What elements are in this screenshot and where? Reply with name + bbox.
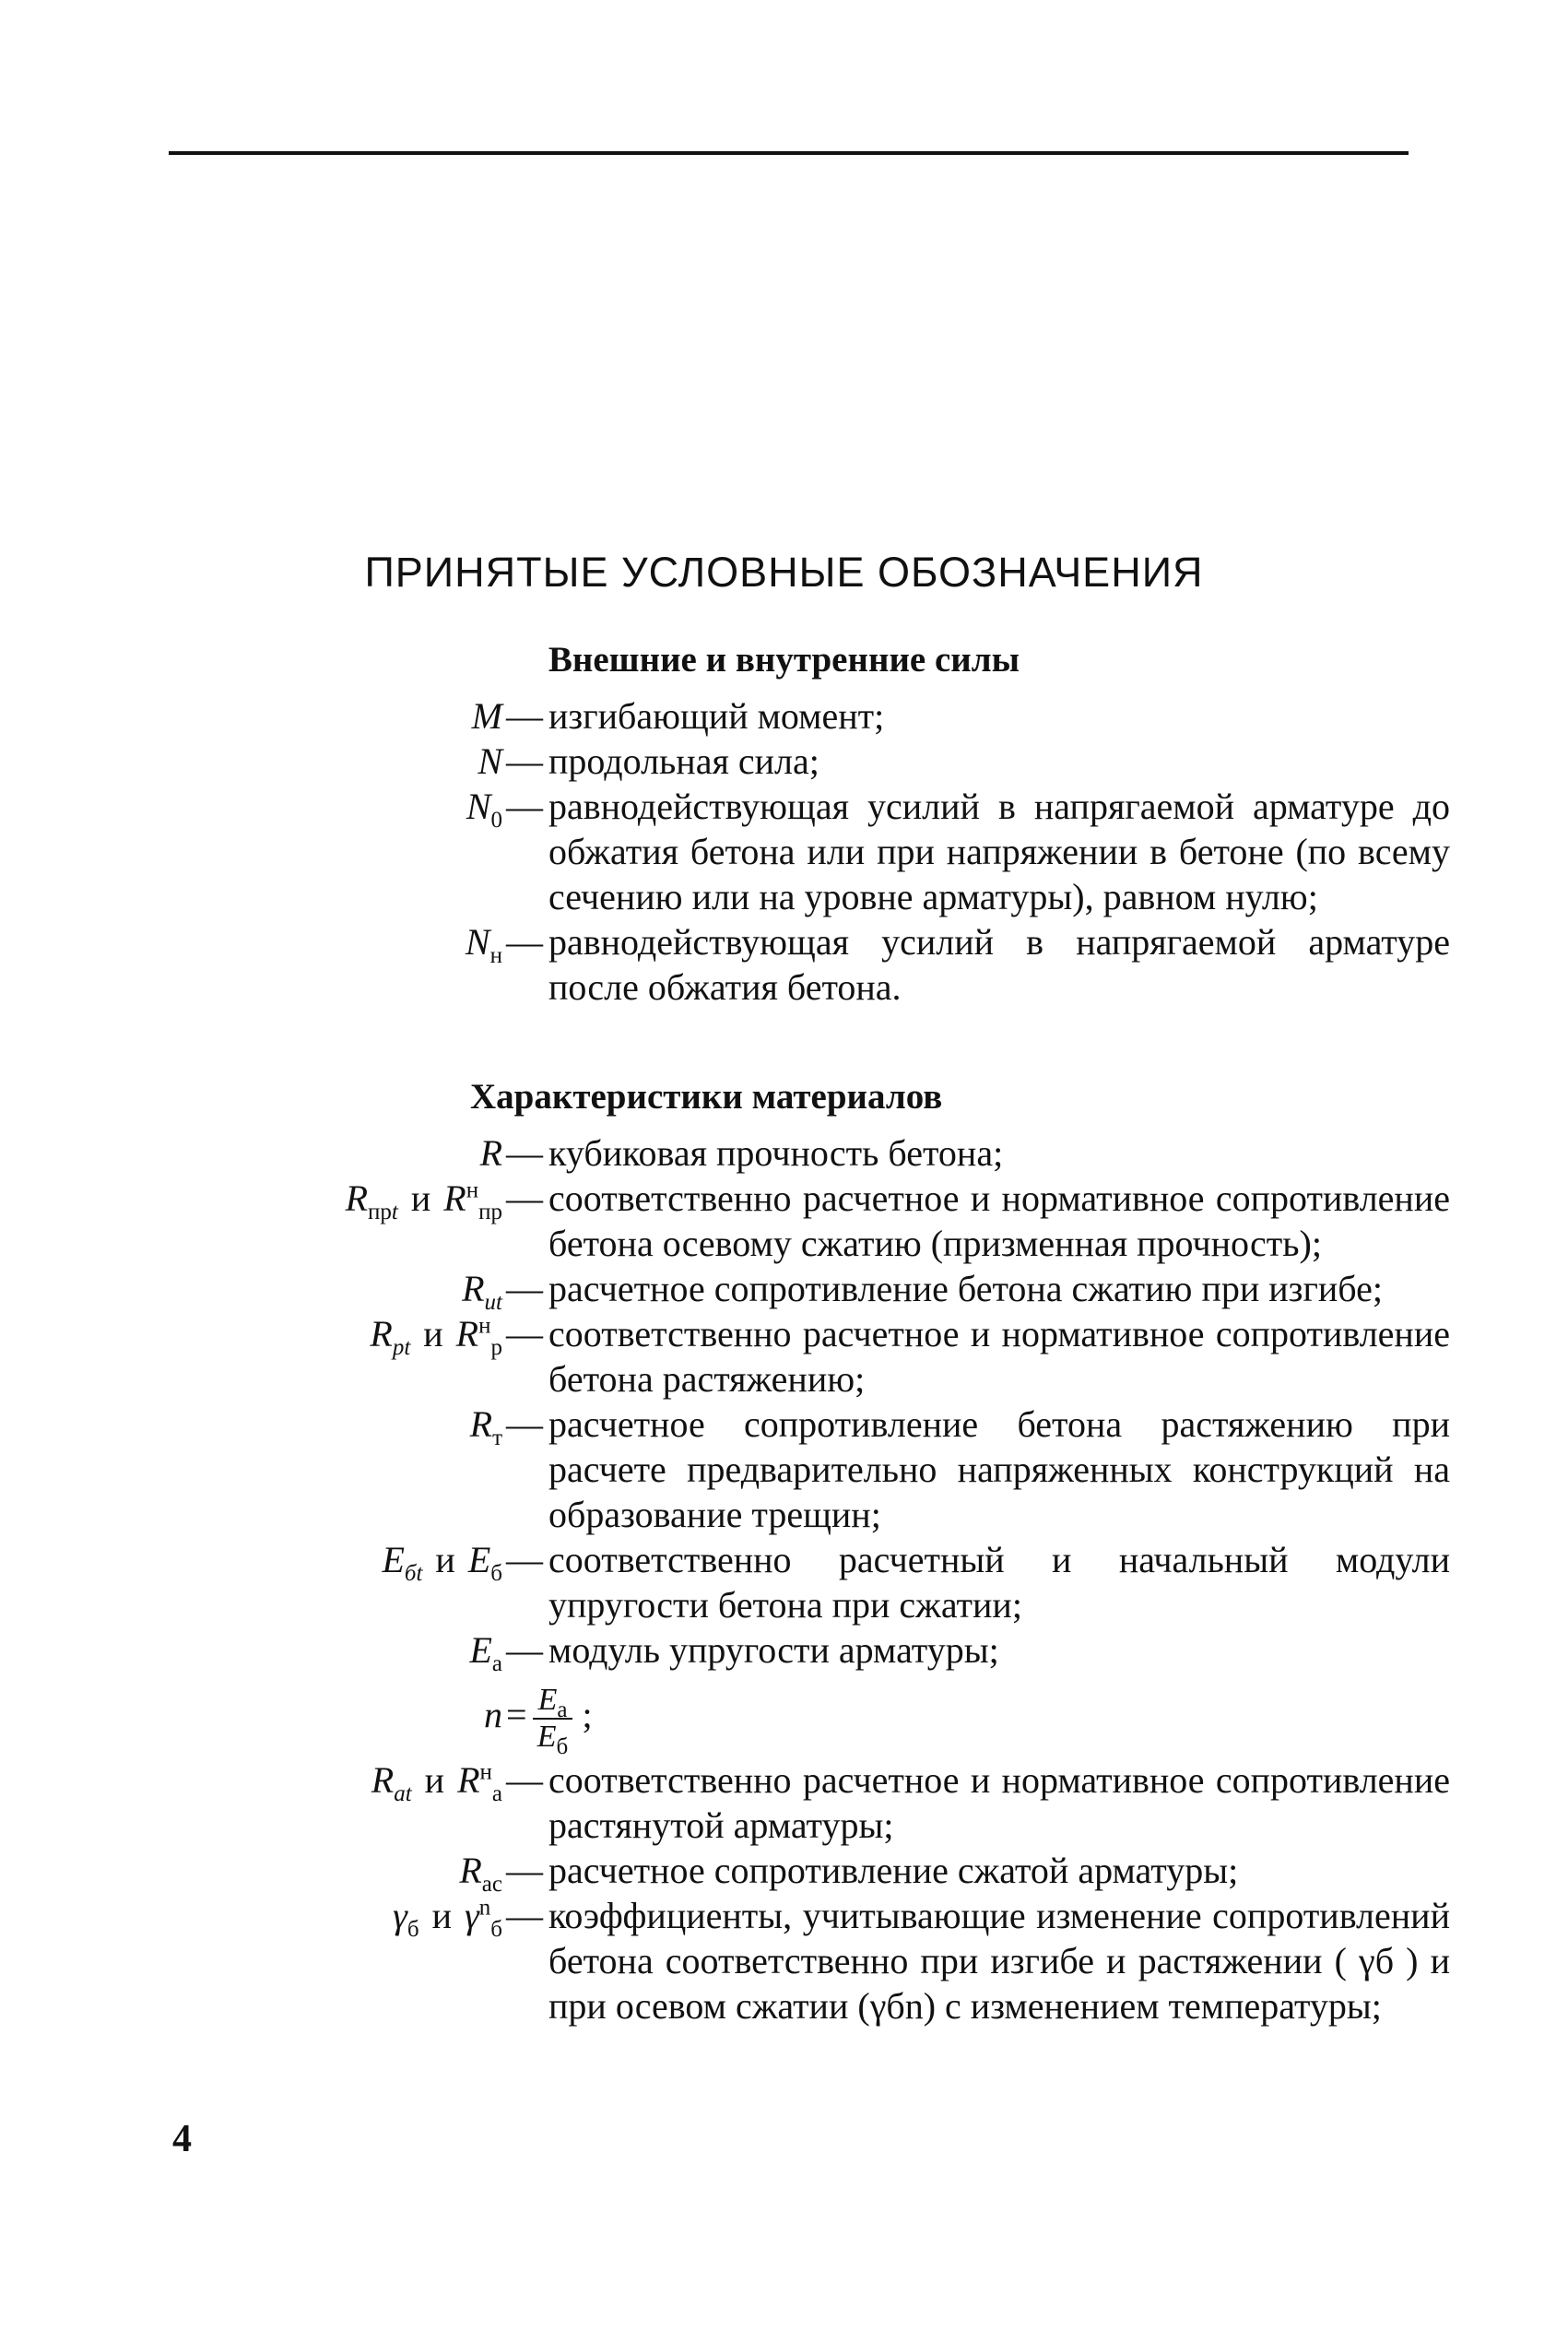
symbol-N0: $N_0$	[466, 786, 502, 833]
symbol-Rac: $R_{ас}$	[459, 1850, 502, 1897]
symbol-N: N	[477, 740, 502, 782]
symbol-Rpt-Rnp: $R_{pt}$ и $R^н_р$	[370, 1313, 502, 1360]
top-rule	[169, 151, 1409, 155]
list-item: $R_т$ — расчетное сопротивление бетона растяжению при расчете предварительно напряженных конструкций на образование трещин;	[0, 1402, 1568, 1537]
list-item: $N_0$ — равнодействующая усилий в напрягаемой арматуре до обжатия бетона или при напряжении в бетоне (по всему сечению или на уровне арматуры), равном нулю;	[0, 784, 1568, 919]
section-heading-forces: Внешние и внутренние силы	[548, 640, 1020, 680]
symbol-Rit: $R_{иt}$	[462, 1268, 502, 1315]
symbol-Ea: $E_а$	[469, 1629, 502, 1676]
list-item: $R_{pt}$ и $R^н_р$ — соответственно расчетное и нормативное сопротивление бетона растяжению;	[0, 1311, 1568, 1402]
list-item: $R_{иt}$ — расчетное сопротивление бетона сжатию при изгибе;	[0, 1266, 1568, 1311]
forces-list	[0, 693, 1568, 1010]
list-item: N — продольная сила;	[0, 739, 1568, 784]
list-item: $R_{прt}$ и $R^н_{пр}$ — соответственно расчетное и нормативное сопротивление бетона осевому сжатию (призменная прочность);	[0, 1176, 1568, 1266]
fraction-Ea-over-Eb: $\frac{E_а}{E_б}$	[533, 1683, 573, 1755]
list-item: $\gamma_б$ и $\gamma^n_б$ — коэффициенты, учитывающие изменение сопротивлений бетона соответственно при изгибе и растяжении ( γб ) и при осевом сжатии (γбn) с изменением температуры;	[0, 1893, 1568, 2028]
symbol-Nn: $N_н$	[465, 921, 502, 968]
list-item: n = $\frac{E_а}{E_б}$ ;	[0, 1673, 1568, 1757]
symbol-Rprt-Rnpr: $R_{прt}$ и $R^н_{пр}$	[345, 1177, 502, 1224]
symbol-n: n	[484, 1694, 502, 1735]
materials-list	[0, 1130, 1568, 2028]
list-item: $E_а$ — модуль упругости арматуры;	[0, 1627, 1568, 1673]
list-item: R — кубиковая прочность бетона;	[0, 1130, 1568, 1176]
page-number: 4	[172, 2118, 192, 2160]
symbol-M: M	[471, 695, 502, 737]
symbol-R: R	[479, 1132, 502, 1174]
symbol-Ebt-Eb: $E_{бt}$ и $E_б$	[382, 1539, 502, 1586]
list-item: $N_н$ — равнодействующая усилий в напрягаемой арматуре после обжатия бетона.	[0, 919, 1568, 1010]
section-heading-materials: Характеристики материалов	[470, 1077, 943, 1117]
symbol-gamma-b: $\gamma_б$ и $\gamma^n_б$	[393, 1895, 502, 1942]
symbol-Rt: $R_т$	[469, 1403, 502, 1450]
symbol-Rat-Rna: $R_{at}$ и $R^н_а$	[371, 1759, 502, 1806]
list-item: M — изгибающий момент;	[0, 693, 1568, 739]
list-item: $E_{бt}$ и $E_б$ — соответственно расчетный и начальный модули упругости бетона при сжатии;	[0, 1537, 1568, 1627]
page-title: ПРИНЯТЫЕ УСЛОВНЫЕ ОБОЗНАЧЕНИЯ	[364, 549, 1204, 596]
list-item: $R_{at}$ и $R^н_а$ — соответственно расчетное и нормативное сопротивление растянутой арматуры;	[0, 1757, 1568, 1848]
list-item: $R_{ас}$ — расчетное сопротивление сжатой арматуры;	[0, 1848, 1568, 1893]
